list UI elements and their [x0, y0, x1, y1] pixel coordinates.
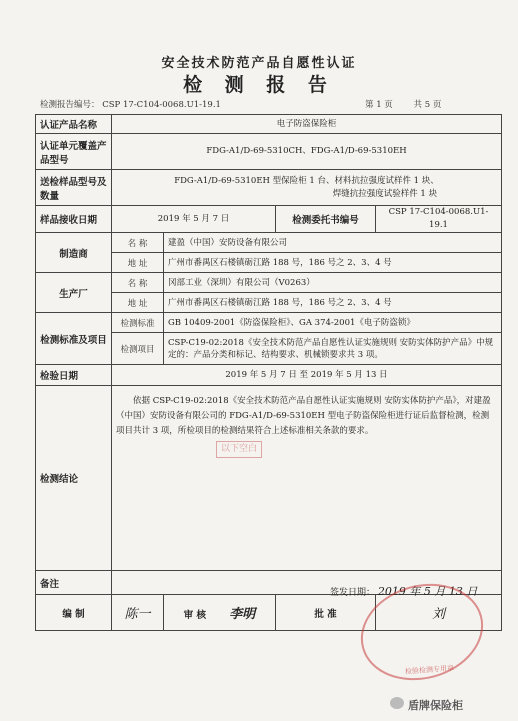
- commission-label: 检测委托书编号: [276, 206, 376, 233]
- sample-value: [112, 170, 502, 206]
- factory-addr-label: 地 址: [112, 293, 164, 313]
- remark-label: 备注: [36, 571, 112, 595]
- table-row: [36, 233, 502, 253]
- review-cell: [164, 595, 276, 631]
- sample-value-line2: 焊缝抗拉强度试验样件 1 块: [332, 188, 438, 199]
- item-value: CSP-C19-02:2018《安全技术防范产品自愿性认证实施规则 安防实体防护产品》中规定的：产品分类和标记、结构要求、机械锁要求共 3 项。: [164, 333, 502, 365]
- review-label: 审 核: [183, 610, 206, 621]
- wechat-icon: [390, 697, 404, 709]
- page-indicator: [365, 98, 459, 110]
- compile-label: 编 制: [36, 595, 112, 631]
- report-title-main: 安全技术防范产品自愿性认证: [161, 56, 357, 71]
- commission-value: CSP 17-C104-0068.U1-19.1: [376, 206, 502, 233]
- table-row: [36, 115, 502, 134]
- recv-label: 样品接收日期: [36, 206, 112, 233]
- factory-name-label: 名 称: [112, 273, 164, 293]
- sign-date-label: 签发日期：: [330, 588, 376, 598]
- concl-cell: [112, 386, 502, 571]
- approve-signature: 刘: [376, 595, 502, 631]
- item-sub-label: 检测项目: [112, 333, 164, 365]
- table-row: [36, 313, 502, 333]
- seal-text: 检验检测专用章: [404, 664, 455, 676]
- std-value: GB 10409-2001《防盗保险柜》、GA 374-2001《电子防盗锁》: [164, 313, 502, 333]
- review-signature: 李明: [229, 607, 256, 622]
- page-total: 共 5 页: [413, 100, 442, 110]
- table-row: [36, 170, 502, 206]
- table-row: [36, 386, 502, 571]
- table-row: [36, 134, 502, 170]
- std-label: 检测标准及项目: [36, 313, 112, 365]
- cover-label: 认证单元覆盖产品型号: [36, 134, 112, 170]
- page-current: 第 1 页: [365, 100, 393, 110]
- factory-addr: 广州市番禺区石楼镇砺江路 188 号，186 号之 2、3、4 号: [164, 293, 502, 313]
- sample-label: 送检样品型号及数量: [36, 170, 112, 206]
- product-value: 电子防盗保险柜: [112, 115, 502, 134]
- maker-addr: 广州市番禺区石楼镇砺江路 188 号，186 号之 2、3、4 号: [164, 253, 502, 273]
- table-row: [36, 273, 502, 293]
- maker-label: 制造商: [36, 233, 112, 273]
- sample-value-line1: FDG-A1/D-69-5310EH 型保险柜 1 台、材料抗拉强度试样件 1 块、: [174, 175, 439, 186]
- sign-date-value: 2019 年 5 月 13 日: [377, 585, 478, 598]
- blank-stamp: 以下空白: [216, 441, 262, 458]
- recv-value: 2019 年 5 月 7 日: [112, 206, 276, 233]
- concl-label: 检测结论: [36, 386, 112, 571]
- date-label: 检验日期: [36, 365, 112, 386]
- table-row: [36, 206, 502, 233]
- maker-name: 建盈（中国）安防设备有限公司: [164, 233, 502, 253]
- report-table: [35, 114, 502, 631]
- report-title-sub: 检 测 报 告: [183, 74, 335, 96]
- compile-signature: 陈一: [112, 595, 164, 631]
- maker-addr-label: 地 址: [112, 253, 164, 273]
- date-value: 2019 年 5 月 7 日 至 2019 年 5 月 13 日: [112, 365, 502, 386]
- watermark: 盾牌保险柜: [408, 699, 463, 712]
- approve-label: 批 准: [276, 595, 376, 631]
- maker-name-label: 名 称: [112, 233, 164, 253]
- product-label: 认证产品名称: [36, 115, 112, 134]
- concl-value: 依据 CSP-C19-02:2018《安全技术防范产品自愿性认证实施规则 安防实体防护产品》，对建盈（中国）安防设备有限公司的 FDG-A1/D-69-5310EH 型电子防盗保险柜进行证后监督检测，检测项目共计 3 项，所检项目的检测结果符合上述标准相关条款的要求。: [116, 396, 491, 436]
- table-row: [36, 365, 502, 386]
- std-sub-label: 检测标准: [112, 313, 164, 333]
- factory-label: 生产厂: [36, 273, 112, 313]
- cover-value: FDG-A1/D-69-5310CH、FDG-A1/D-69-5310EH: [112, 134, 502, 170]
- report-number: 检测报告编号： CSP 17-C104-0068.U1-19.1: [40, 100, 221, 110]
- factory-name: 冈部工业（深圳）有限公司（V0263）: [164, 273, 502, 293]
